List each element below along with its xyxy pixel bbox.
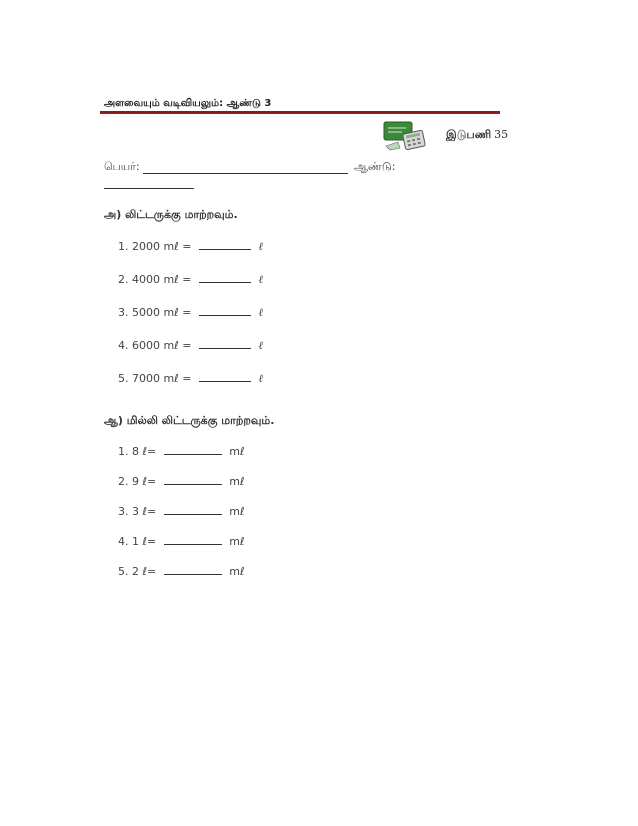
item-expression: 6000 mℓ = (132, 339, 192, 352)
answer-blank[interactable] (164, 514, 222, 515)
item-expression: 2000 mℓ = (132, 240, 192, 253)
section-b-title: ஆ) மில்லி லிட்டருக்கு மாற்றவும். (104, 414, 275, 427)
item-number: 3. (118, 505, 129, 518)
year-label: ஆண்டு: (354, 160, 396, 173)
section-a-item-3 (118, 306, 263, 319)
item-unit: ℓ (258, 339, 264, 352)
item-unit: ℓ (258, 372, 264, 385)
name-blank-line[interactable] (143, 173, 348, 174)
section-a-item-2 (118, 273, 263, 286)
item-expression: 2 ℓ= (132, 565, 157, 578)
worksheet-number-label (446, 128, 508, 143)
item-expression: 3 ℓ= (132, 505, 157, 518)
item-unit: ℓ (258, 306, 264, 319)
item-unit: ℓ (258, 273, 264, 286)
section-b-item-3 (118, 505, 245, 518)
item-unit: mℓ (229, 445, 245, 458)
header-rule-underline (100, 113, 500, 114)
worksheet-label-text: இடுபணி (446, 128, 492, 141)
item-number: 1. (118, 445, 129, 458)
answer-blank[interactable] (164, 484, 222, 485)
item-number: 1. (118, 240, 129, 253)
section-b-item-4 (118, 535, 245, 548)
item-number: 2. (118, 273, 129, 286)
item-number: 5. (118, 565, 129, 578)
header-title: அளவையும் வடிவியலும்: ஆண்டு 3 (104, 98, 272, 109)
item-unit: mℓ (229, 535, 245, 548)
item-number: 5. (118, 372, 129, 385)
item-expression: 9 ℓ= (132, 475, 157, 488)
item-number: 4. (118, 535, 129, 548)
calculator-chalkboard-icon (380, 118, 430, 152)
item-unit: ℓ (258, 240, 264, 253)
answer-blank[interactable] (164, 544, 222, 545)
section-b-item-2 (118, 475, 245, 488)
answer-blank[interactable] (164, 454, 222, 455)
item-unit: mℓ (229, 475, 245, 488)
item-expression: 1 ℓ= (132, 535, 157, 548)
item-expression: 7000 mℓ = (132, 372, 192, 385)
answer-blank[interactable] (199, 282, 251, 283)
answer-blank[interactable] (199, 315, 251, 316)
answer-blank[interactable] (199, 381, 251, 382)
year-blank-line[interactable] (104, 188, 194, 189)
section-b-item-1 (118, 445, 245, 458)
section-b-item-5 (118, 565, 245, 578)
item-number: 3. (118, 306, 129, 319)
item-number: 2. (118, 475, 129, 488)
section-a-item-1 (118, 240, 263, 253)
item-number: 4. (118, 339, 129, 352)
item-unit: mℓ (229, 565, 245, 578)
name-label: பெயர்: (104, 160, 140, 173)
answer-blank[interactable] (199, 348, 251, 349)
item-unit: mℓ (229, 505, 245, 518)
item-expression: 5000 mℓ = (132, 306, 192, 319)
worksheet-number: 35 (494, 128, 509, 141)
item-expression: 4000 mℓ = (132, 273, 192, 286)
answer-blank[interactable] (199, 249, 251, 250)
item-expression: 8 ℓ= (132, 445, 157, 458)
section-a-title: அ) லிட்டருக்கு மாற்றவும். (104, 208, 238, 221)
section-a-item-4 (118, 339, 263, 352)
section-a-item-5 (118, 372, 263, 385)
answer-blank[interactable] (164, 574, 222, 575)
